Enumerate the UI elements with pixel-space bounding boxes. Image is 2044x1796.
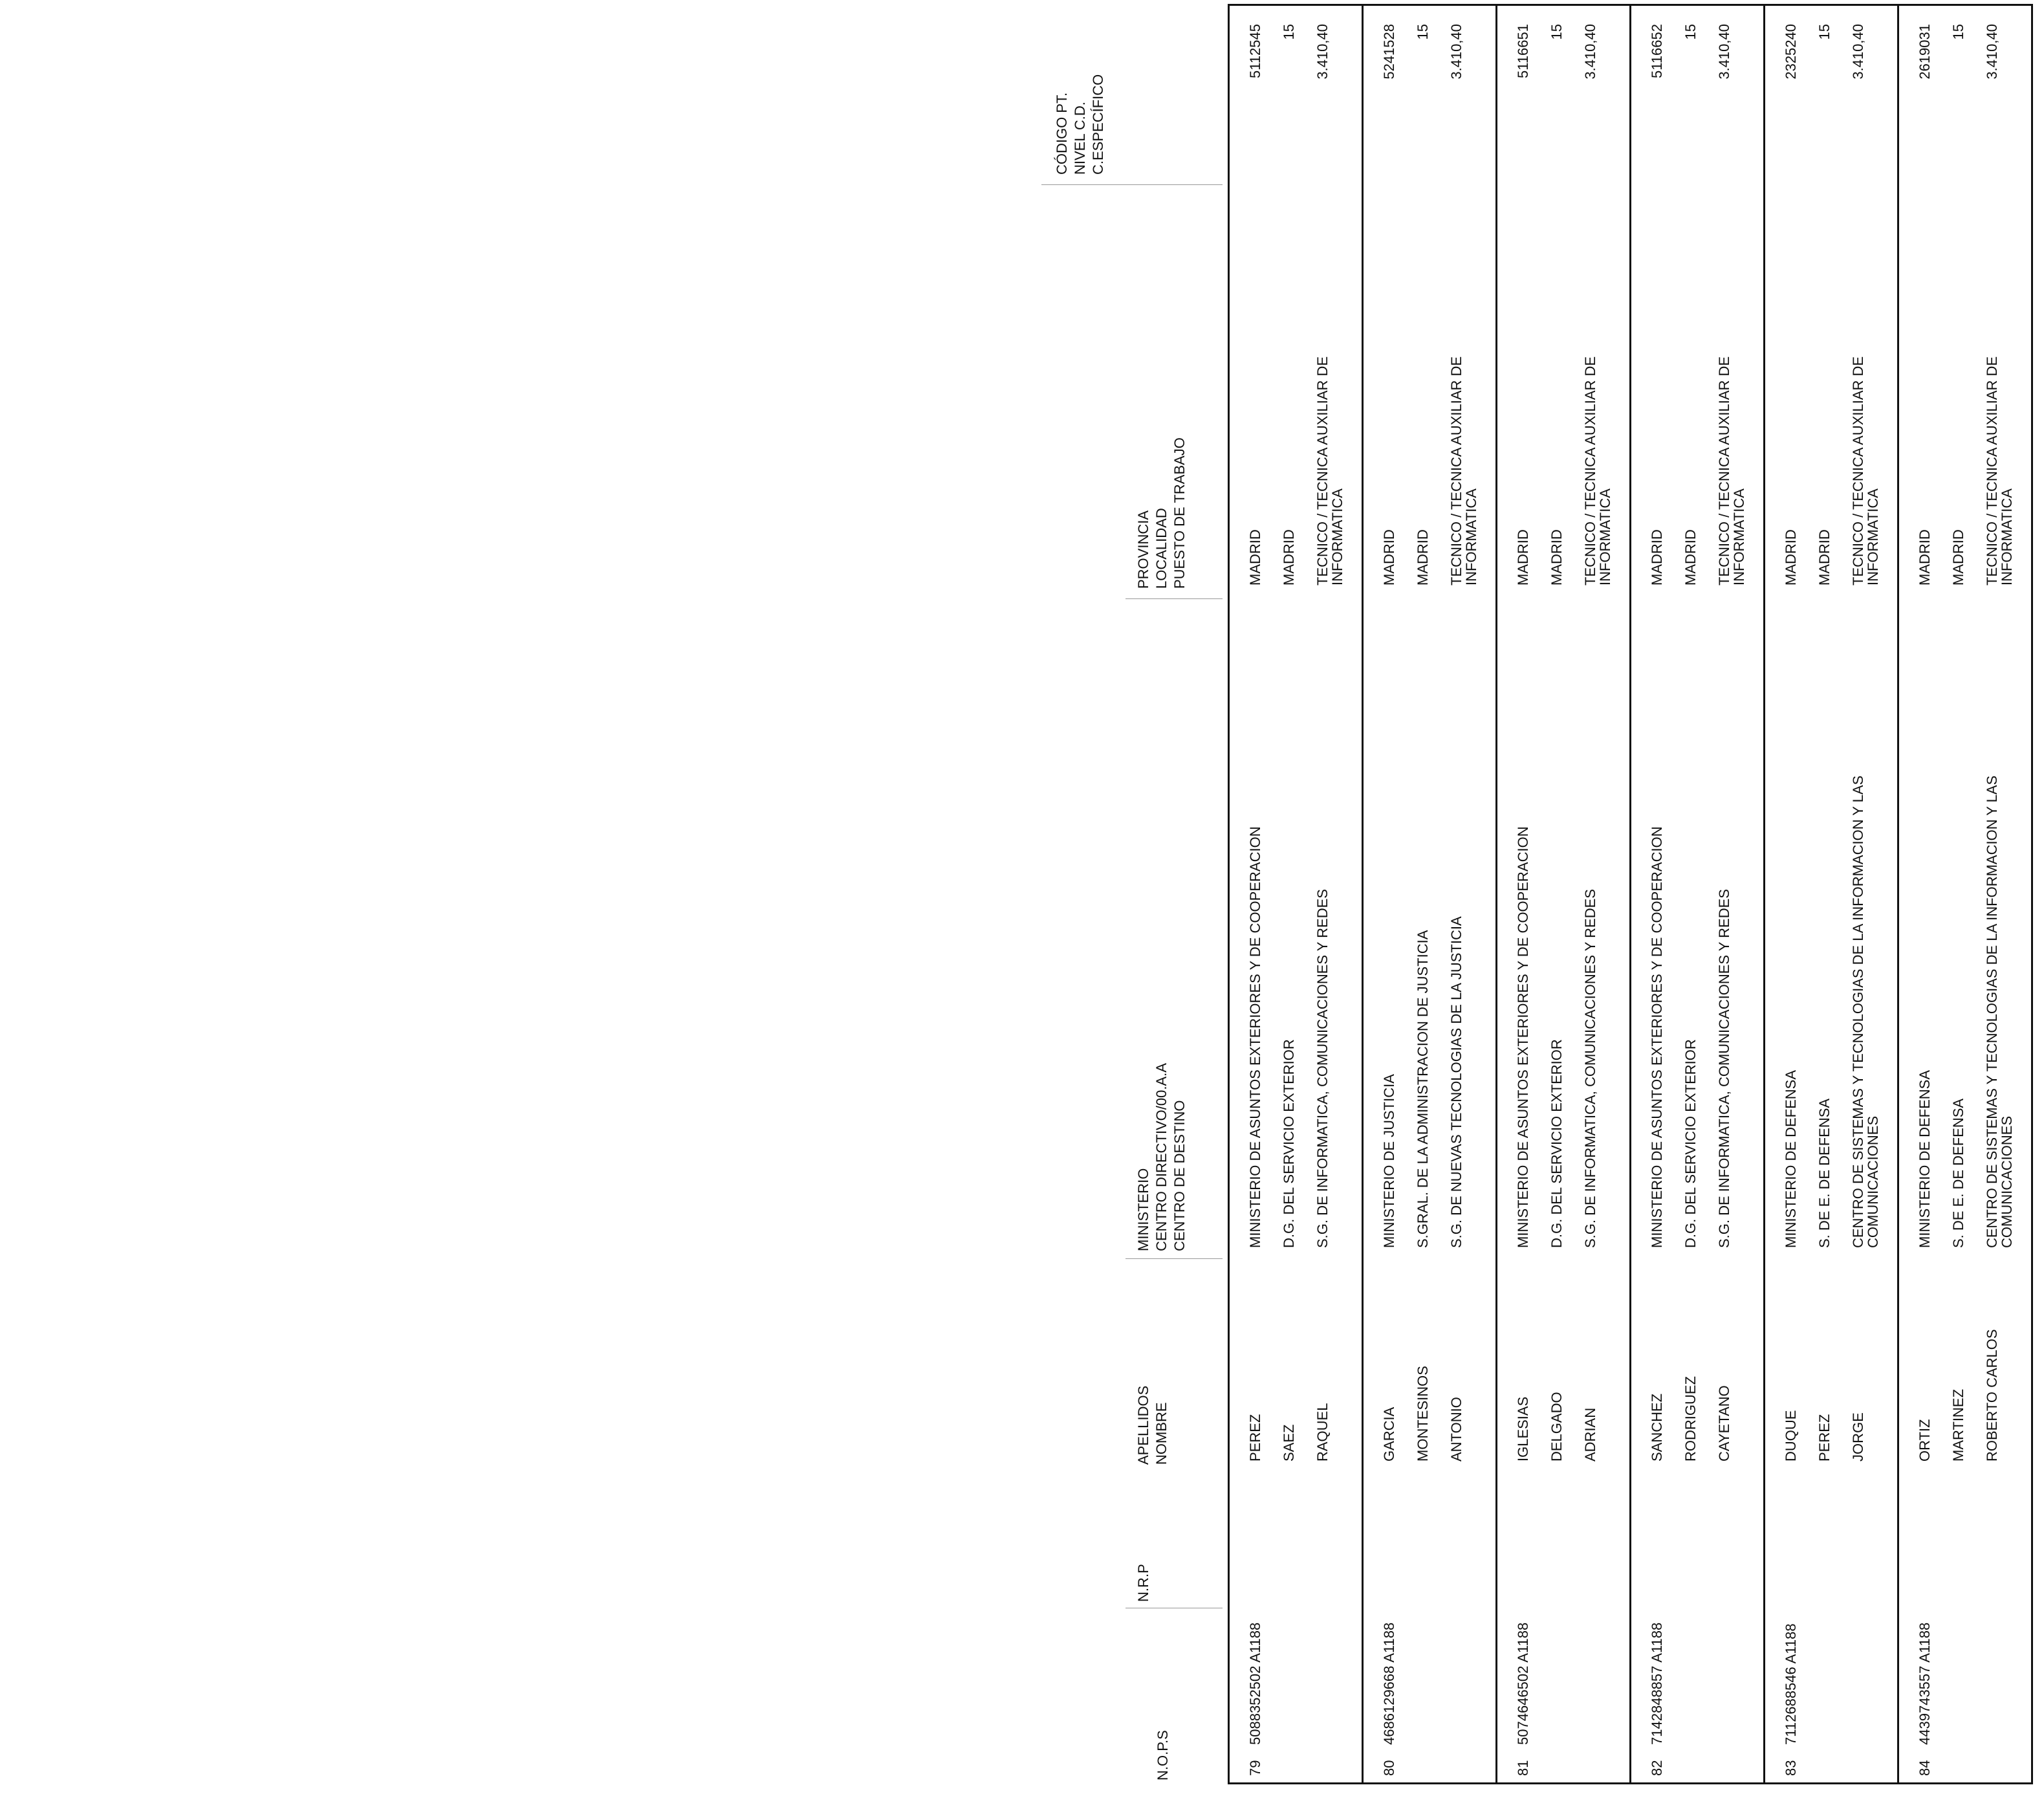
nops-cell: 82 <box>1649 1760 1665 1776</box>
header-nrp-label: N.R.P <box>1135 1564 1151 1602</box>
centro-directivo-cell: S. DE E. DE DEFENSA <box>1816 1098 1832 1248</box>
localidad-cell: MADRID <box>1281 529 1297 586</box>
nombre-cell: ROBERTO CARLOS <box>1984 1329 2000 1462</box>
apellido1-cell: GARCIA <box>1381 1407 1397 1462</box>
codigo-cell: 5116652 <box>1649 24 1665 79</box>
table-row <box>1230 6 1364 1782</box>
nops-cell: 83 <box>1783 1760 1799 1776</box>
apellido1-cell: DUQUE <box>1783 1410 1799 1462</box>
table-row <box>1497 6 1631 1782</box>
puesto-cell: TECNICO / TECNICA AUXILIAR DE INFORMATICA <box>1582 356 1613 586</box>
header-localidad-label: LOCALIDAD <box>1153 508 1169 589</box>
apellido1-cell: ORTIZ <box>1917 1419 1933 1462</box>
nops-cell: 80 <box>1381 1760 1397 1776</box>
header-codigo-label: CÓDIGO PT. <box>1054 92 1070 175</box>
column-separator <box>1125 1258 1223 1259</box>
codigo-cell: 5116651 <box>1515 24 1531 79</box>
table-row <box>1364 6 1497 1782</box>
column-separator <box>1125 598 1223 599</box>
ministerio-cell: MINISTERIO DE DEFENSA <box>1783 1069 1799 1248</box>
apellido2-cell: MARTINEZ <box>1950 1388 1966 1462</box>
apellido1-cell: PEREZ <box>1247 1414 1263 1462</box>
header-nombre-label: NOMBRE <box>1153 1402 1169 1465</box>
ministerio-cell: MINISTERIO DE JUSTICIA <box>1381 1074 1397 1248</box>
nivel-cell: 15 <box>1682 24 1699 40</box>
localidad-cell: MADRID <box>1415 529 1431 586</box>
apellido2-cell: SAEZ <box>1281 1424 1297 1462</box>
ministerio-cell: MINISTERIO DE DEFENSA <box>1917 1069 1933 1248</box>
nrp-cell: 7142848857 A1188 <box>1649 1622 1665 1745</box>
nombre-cell: RAQUEL <box>1314 1403 1331 1462</box>
header-ministerio-centros <box>1135 1063 1189 1251</box>
header-codigo-nivel-especifico <box>1053 74 1107 175</box>
header-provincia-label: PROVINCIA <box>1135 510 1151 589</box>
header-ministerio-label: MINISTERIO <box>1135 1168 1151 1251</box>
centro-directivo-cell: D.G. DEL SERVICIO EXTERIOR <box>1682 1039 1699 1248</box>
provincia-cell: MADRID <box>1917 529 1933 586</box>
ministerio-cell: MINISTERIO DE ASUNTOS EXTERIORES Y DE COOPERACION <box>1247 826 1263 1248</box>
centro-destino-cell: S.G. DE INFORMATICA, COMUNICACIONES Y REDES <box>1716 889 1732 1248</box>
especifico-cell: 3.410,40 <box>1314 24 1331 80</box>
nivel-cell: 15 <box>1549 24 1565 40</box>
nivel-cell: 15 <box>1281 24 1297 40</box>
table-row <box>1765 6 1899 1782</box>
provincia-cell: MADRID <box>1649 529 1665 586</box>
centro-directivo-cell: S. DE E. DE DEFENSA <box>1950 1098 1966 1248</box>
codigo-cell: 5241528 <box>1381 24 1397 80</box>
localidad-cell: MADRID <box>1816 529 1832 586</box>
codigo-cell: 5112545 <box>1247 24 1263 79</box>
especifico-cell: 3.410,40 <box>1582 24 1598 80</box>
apellido1-cell: IGLESIAS <box>1515 1396 1531 1462</box>
centro-destino-cell: CENTRO DE SISTEMAS Y TECNOLOGIAS DE LA INFORMACION Y LAS COMUNICACIONES <box>1850 775 1881 1248</box>
provincia-cell: MADRID <box>1381 529 1397 586</box>
ministerio-cell: MINISTERIO DE ASUNTOS EXTERIORES Y DE COOPERACION <box>1515 826 1531 1248</box>
header-centro-destino-label: CENTRO DE DESTINO <box>1171 1100 1188 1251</box>
apellido2-cell: DELGADO <box>1549 1392 1565 1462</box>
centro-directivo-cell: D.G. DEL SERVICIO EXTERIOR <box>1549 1039 1565 1248</box>
especifico-cell: 3.410,40 <box>1448 24 1464 80</box>
nivel-cell: 15 <box>1415 24 1431 40</box>
puesto-cell: TECNICO / TECNICA AUXILIAR DE INFORMATICA <box>1984 356 2015 586</box>
centro-destino-cell: S.G. DE INFORMATICA, COMUNICACIONES Y REDES <box>1582 889 1598 1248</box>
puesto-cell: TECNICO / TECNICA AUXILIAR DE INFORMATICA <box>1850 356 1881 586</box>
ministerio-cell: MINISTERIO DE ASUNTOS EXTERIORES Y DE COOPERACION <box>1649 826 1665 1248</box>
nombre-cell: JORGE <box>1850 1412 1866 1462</box>
centro-directivo-cell: D.G. DEL SERVICIO EXTERIOR <box>1281 1039 1297 1248</box>
header-especifico-label: C.ESPECÍFICO <box>1090 74 1106 175</box>
nrp-cell: 5074646502 A1188 <box>1515 1622 1531 1745</box>
nivel-cell: 15 <box>1816 24 1832 40</box>
centro-destino-cell: S.G. DE INFORMATICA, COMUNICACIONES Y REDES <box>1314 889 1331 1248</box>
table-row <box>1631 6 1765 1782</box>
provincia-cell: MADRID <box>1247 529 1263 586</box>
centro-destino-cell: CENTRO DE SISTEMAS Y TECNOLOGIAS DE LA INFORMACION Y LAS COMUNICACIONES <box>1984 775 2015 1248</box>
nrp-cell: 4439743557 A1188 <box>1917 1622 1933 1745</box>
header-nops-label: N.O.P.S <box>1155 1730 1171 1780</box>
nivel-cell: 15 <box>1950 24 1966 40</box>
nombre-cell: ANTONIO <box>1448 1397 1464 1462</box>
provincia-cell: MADRID <box>1783 529 1799 586</box>
localidad-cell: MADRID <box>1549 529 1565 586</box>
apellido2-cell: MONTESINOS <box>1415 1366 1431 1462</box>
codigo-cell: 2619031 <box>1917 24 1933 80</box>
header-puesto-label: PUESTO DE TRABAJO <box>1171 437 1188 589</box>
apellido1-cell: SANCHEZ <box>1649 1393 1665 1462</box>
puesto-cell: TECNICO / TECNICA AUXILIAR DE INFORMATICA <box>1716 356 1747 586</box>
nrp-cell: 4686129668 A1188 <box>1381 1622 1397 1745</box>
header-apellidos-nombre <box>1135 1386 1171 1465</box>
nombre-cell: CAYETANO <box>1716 1385 1732 1462</box>
puesto-cell: TECNICO / TECNICA AUXILIAR DE INFORMATICA <box>1448 356 1479 586</box>
codigo-cell: 2325240 <box>1783 24 1799 80</box>
localidad-cell: MADRID <box>1682 529 1699 586</box>
nombre-cell: ADRIAN <box>1582 1407 1598 1462</box>
header-apellidos-label: APELLIDOS <box>1135 1385 1151 1465</box>
header-nrp <box>1135 1564 1153 1602</box>
header-centro-directivo-label: CENTRO DIRECTIVO/00.A.A <box>1153 1063 1169 1251</box>
centro-directivo-cell: S.GRAL. DE LA ADMINISTRACION DE JUSTICIA <box>1415 930 1431 1248</box>
header-provincia-localidad-puesto <box>1135 437 1189 589</box>
nops-cell: 81 <box>1515 1760 1531 1776</box>
especifico-cell: 3.410,40 <box>1984 24 2000 80</box>
column-separator <box>1041 184 1223 185</box>
nrp-cell: 5088352502 A1188 <box>1247 1622 1263 1745</box>
especifico-cell: 3.410,40 <box>1716 24 1732 80</box>
provincia-cell: MADRID <box>1515 529 1531 586</box>
apellido2-cell: PEREZ <box>1816 1414 1832 1462</box>
apellido2-cell: RODRIGUEZ <box>1682 1376 1699 1462</box>
especifico-cell: 3.410,40 <box>1850 24 1866 80</box>
table-row <box>1899 6 2033 1782</box>
nops-cell: 84 <box>1917 1760 1933 1776</box>
header-nivel-label: NIVEL C.D. <box>1072 102 1088 175</box>
puesto-cell: TECNICO / TECNICA AUXILIAR DE INFORMATICA <box>1314 356 1345 586</box>
localidad-cell: MADRID <box>1950 529 1966 586</box>
rotated-table <box>1022 0 2044 1796</box>
records-table <box>1228 4 2033 1784</box>
nops-cell: 79 <box>1247 1760 1263 1776</box>
nrp-cell: 7112688546 A1188 <box>1783 1623 1799 1745</box>
centro-destino-cell: S.G. DE NUEVAS TECNOLOGIAS DE LA JUSTICIA <box>1448 916 1464 1248</box>
header-nops <box>1154 1730 1172 1780</box>
